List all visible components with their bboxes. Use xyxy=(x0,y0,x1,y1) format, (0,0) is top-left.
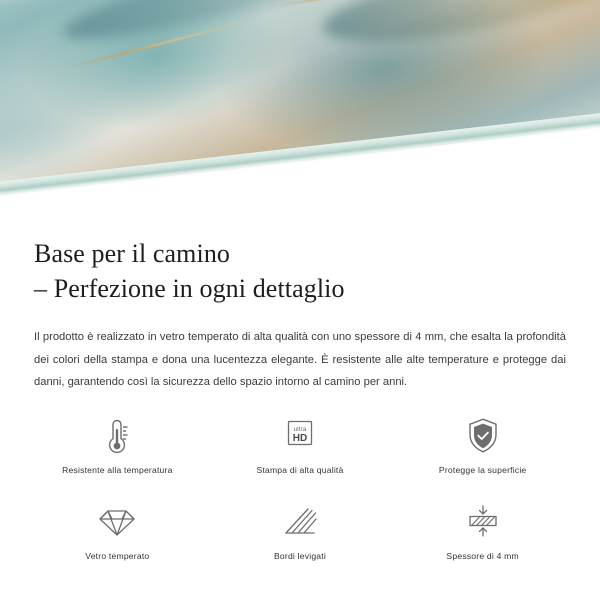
hero-image xyxy=(0,0,600,215)
hero-image-inner xyxy=(0,0,600,215)
thermometer-icon xyxy=(100,415,134,457)
sparkle-icon xyxy=(520,178,546,204)
feature-item-thickness xyxy=(391,501,574,573)
product-description: Il prodotto è realizzato in vetro temperato di alta qualità con uno spessore di 4 mm, che esalta la profondità dei colori della stampa e dona una lucentezza elegante. È resistente alle alte temperature e protegge dai danni, garantendo così la sicurezza dello spazio intorno al camino per anni. xyxy=(34,331,566,388)
marble-print-surface xyxy=(0,0,600,200)
shield-check-icon xyxy=(464,415,502,457)
feature-label: Vetro temperato xyxy=(85,551,150,562)
feature-label: Stampa di alta qualità xyxy=(256,465,344,476)
ink-streak xyxy=(318,0,600,58)
feature-grid xyxy=(26,415,574,573)
diamond-icon xyxy=(96,501,138,543)
feature-label: Resistente alla temperatura xyxy=(62,465,173,476)
feature-label: Protegge la superficie xyxy=(438,465,527,476)
feature-item-polished-edges xyxy=(209,501,392,573)
thickness-arrows-icon xyxy=(463,501,503,543)
feature-item-tempered-glass xyxy=(26,501,209,573)
svg-text:HD: HD xyxy=(292,433,308,445)
sparkle-icon xyxy=(496,160,542,206)
feature-item-print-quality xyxy=(209,415,392,487)
page-title xyxy=(34,237,600,306)
ultra-hd-icon xyxy=(280,415,320,457)
page-title-line2: – Perfezione in ogni dettaglio xyxy=(34,273,345,303)
page-title-line1: Base per il camino xyxy=(34,239,231,268)
feature-label: Spessore di 4 mm xyxy=(446,551,519,562)
feature-item-surface-protection xyxy=(391,415,574,487)
feature-label: Bordi levigati xyxy=(273,551,326,562)
feature-item-temperature xyxy=(26,415,209,487)
polished-edges-icon xyxy=(280,501,320,543)
svg-text:ultra: ultra xyxy=(293,426,307,434)
